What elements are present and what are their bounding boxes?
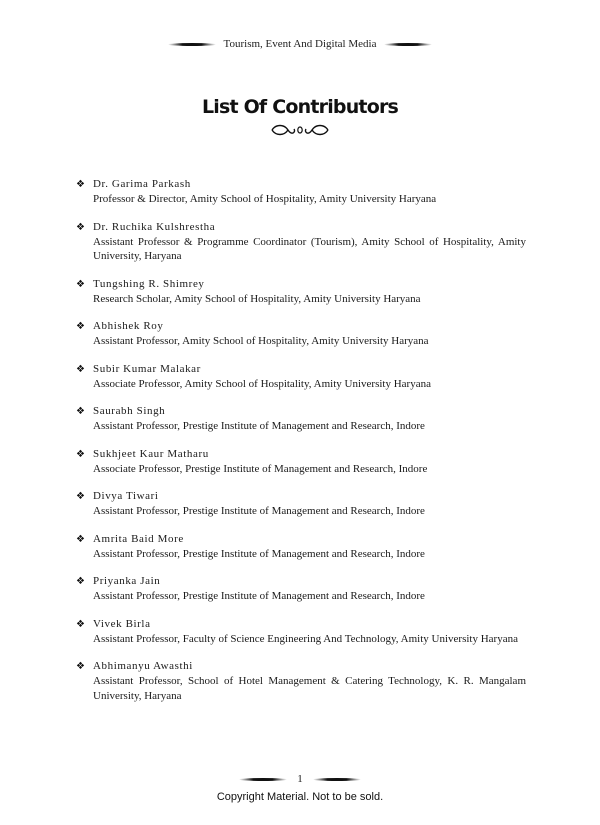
diamond-bullet-icon: ❖: [76, 406, 85, 417]
footer-swash-left: [239, 778, 287, 781]
contributor-entry: [76, 659, 526, 703]
contributor-name: Sukhjeet Kaur Matharu: [93, 447, 209, 460]
contributor-name: Priyanka Jain: [93, 575, 161, 587]
contributor-entry: [76, 177, 526, 207]
contributor-name: Amrita Baid More: [93, 532, 184, 545]
contributor-name: Dr. Garima Parkash: [93, 178, 191, 190]
contributor-body: [93, 177, 526, 207]
diamond-bullet-icon: ❖: [76, 618, 85, 630]
diamond-bullet-icon: ❖: [76, 576, 85, 587]
contributor-name: Subir Kumar Malakar: [93, 362, 201, 375]
contributor-entry: [76, 532, 526, 562]
contributor-affiliation: Assistant Professor, Prestige Institute of Management and Research, Indore: [93, 547, 425, 560]
header-swash-left: [168, 43, 216, 46]
flourish-ornament-icon: [270, 122, 330, 138]
diamond-bullet-icon: ❖: [76, 221, 85, 233]
diamond-bullet-icon: ❖: [76, 179, 85, 190]
copyright-notice: Copyright Material. Not to be sold.: [216, 791, 384, 803]
contributor-entry: [76, 319, 526, 349]
diamond-bullet-icon: ❖: [76, 491, 85, 502]
contributor-affiliation: Assistant Professor & Programme Coordinator (Tourism), Amity School of Hospitality, Amity University, Haryana: [93, 235, 526, 262]
contributor-name: Divya Tiwari: [93, 490, 159, 502]
contributor-entry: [76, 489, 526, 519]
contributor-body: [93, 447, 526, 477]
footer-swash-right: [313, 778, 361, 781]
contributor-entry: [76, 362, 526, 392]
contributor-entry: [76, 617, 526, 647]
contributors-list: [76, 177, 526, 716]
contributor-name: Saurabh Singh: [93, 405, 166, 417]
contributor-name: Dr. Ruchika Kulshrestha: [93, 220, 216, 233]
contributor-entry: [76, 574, 526, 604]
contributor-affiliation: Associate Professor, Prestige Institute of Management and Research, Indore: [93, 462, 428, 475]
contributor-affiliation: Assistant Professor, Prestige Institute of Management and Research, Indore: [93, 590, 425, 602]
contributor-entry: [76, 447, 526, 477]
diamond-bullet-icon: ❖: [76, 448, 85, 460]
contributor-name: Abhimanyu Awasthi: [93, 660, 193, 672]
contributor-affiliation: Assistant Professor, School of Hotel Management & Catering Technology, K. R. Mangalam University, Haryana: [93, 675, 526, 702]
contributor-affiliation: Assistant Professor, Prestige Institute of Management and Research, Indore: [93, 505, 425, 517]
running-header: [0, 38, 600, 50]
header-swash-right: [384, 43, 432, 46]
contributor-entry: [76, 404, 526, 434]
contributor-entry: [76, 277, 526, 307]
contributor-body: [93, 489, 526, 519]
diamond-bullet-icon: ❖: [76, 278, 85, 290]
running-title: Tourism, Event And Digital Media: [223, 38, 377, 50]
contributor-affiliation: Research Scholar, Amity School of Hospitality, Amity University Haryana: [93, 292, 421, 305]
contributor-name: Abhishek Roy: [93, 320, 164, 332]
contributor-body: [93, 659, 526, 703]
contributor-name: Vivek Birla: [93, 617, 151, 630]
contributor-entry: [76, 220, 526, 264]
contributor-body: [93, 404, 526, 434]
diamond-bullet-icon: ❖: [76, 533, 85, 545]
page-title: List Of Contributors: [201, 96, 399, 118]
diamond-bullet-icon: ❖: [76, 661, 85, 672]
diamond-bullet-icon: ❖: [76, 321, 85, 332]
contributor-affiliation: Professor & Director, Amity School of Hospitality, Amity University Haryana: [93, 193, 437, 205]
contributor-body: [93, 220, 526, 264]
contributor-affiliation: Associate Professor, Amity School of Hospitality, Amity University Haryana: [93, 377, 431, 390]
contributor-body: [93, 319, 526, 349]
contributor-body: [93, 277, 526, 307]
contributor-affiliation: Assistant Professor, Amity School of Hospitality, Amity University Haryana: [93, 335, 429, 347]
contributor-body: [93, 532, 526, 562]
contributor-body: [93, 574, 526, 604]
contributor-affiliation: Assistant Professor, Prestige Institute of Management and Research, Indore: [93, 420, 425, 432]
contributor-affiliation: Assistant Professor, Faculty of Science Engineering And Technology, Amity University Haryana: [93, 632, 518, 645]
contributor-name: Tungshing R. Shimrey: [93, 277, 205, 290]
page-number: 1: [297, 773, 303, 785]
contributor-body: [93, 362, 526, 392]
contributor-body: [93, 617, 526, 647]
page-footer: [0, 773, 600, 785]
diamond-bullet-icon: ❖: [76, 363, 85, 375]
